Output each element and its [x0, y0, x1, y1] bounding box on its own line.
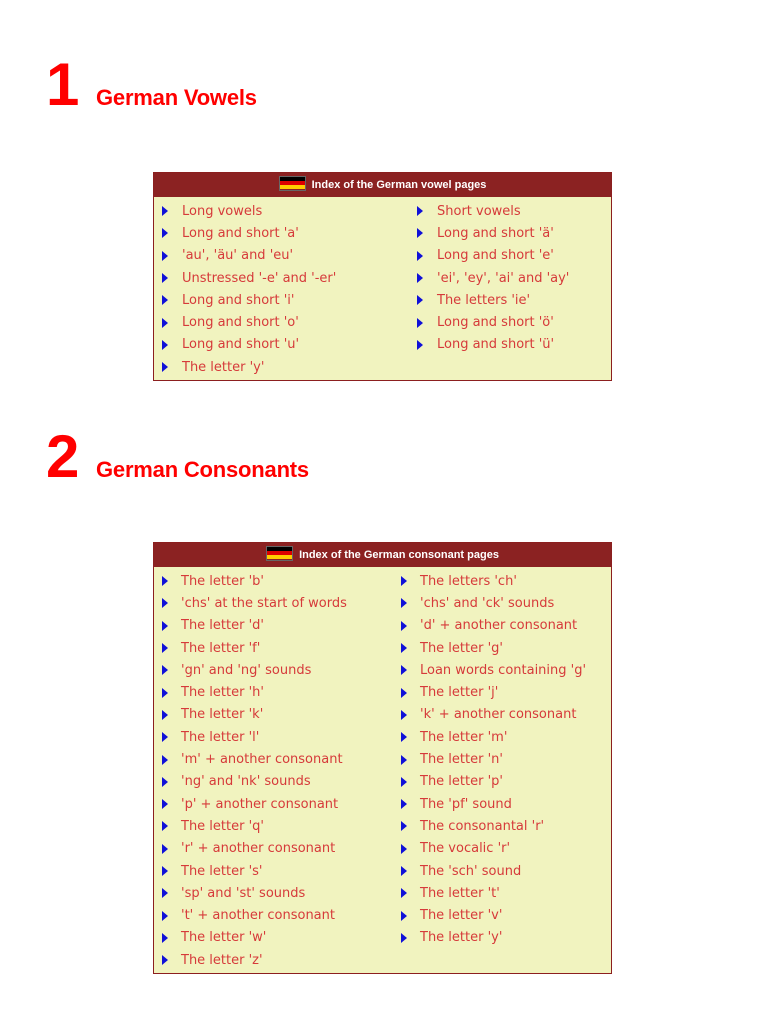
index-link-label[interactable]: Long and short 'u' [182, 337, 300, 353]
index-link-label[interactable]: The letter 's' [181, 863, 263, 879]
index-link[interactable] [393, 882, 586, 904]
index-link[interactable] [409, 200, 569, 222]
index-link-label[interactable]: The letter 'y' [420, 930, 503, 946]
blue-arrow-bullet-icon [162, 362, 168, 372]
blue-arrow-bullet-icon [417, 295, 423, 305]
index-link[interactable] [393, 793, 586, 815]
index-link[interactable] [393, 771, 586, 793]
blue-arrow-bullet-icon [417, 228, 423, 238]
index-header [154, 173, 611, 197]
blue-arrow-bullet-icon [162, 866, 168, 876]
blue-arrow-bullet-icon [162, 844, 168, 854]
section-title: German Vowels [96, 85, 257, 110]
index-link[interactable] [154, 860, 393, 882]
index-link-label[interactable]: 'ng' and 'nk' sounds [181, 774, 311, 790]
index-link-label[interactable]: 'chs' and 'ck' sounds [420, 595, 555, 611]
index-link-label[interactable]: The letter 'm' [420, 729, 508, 745]
index-link[interactable] [154, 904, 393, 926]
index-link[interactable] [393, 726, 586, 748]
index-link-label[interactable]: 'au', 'äu' and 'eu' [182, 248, 294, 264]
blue-arrow-bullet-icon [162, 598, 168, 608]
index-link-label[interactable]: 'k' + another consonant [420, 707, 577, 723]
blue-arrow-bullet-icon [401, 665, 407, 675]
index-link[interactable] [409, 222, 569, 244]
index-link[interactable] [154, 592, 393, 614]
index-link[interactable] [393, 704, 586, 726]
index-link[interactable] [393, 592, 586, 614]
index-link[interactable] [154, 726, 393, 748]
index-link[interactable] [393, 615, 586, 637]
index-link[interactable] [393, 570, 586, 592]
index-link-label[interactable]: 'p' + another consonant [181, 796, 339, 812]
index-link-label[interactable]: The letter 'g' [420, 640, 503, 656]
blue-arrow-bullet-icon [401, 888, 407, 898]
blue-arrow-bullet-icon [162, 732, 168, 742]
section-heading-consonants [46, 423, 309, 490]
index-body [154, 197, 611, 380]
consonant-index-box [153, 542, 612, 974]
blue-arrow-bullet-icon [162, 688, 168, 698]
index-link[interactable] [154, 748, 393, 770]
blue-arrow-bullet-icon [417, 318, 423, 328]
index-link[interactable] [154, 771, 393, 793]
blue-arrow-bullet-icon [401, 911, 407, 921]
index-link-label[interactable]: The letter 'q' [181, 818, 264, 834]
blue-arrow-bullet-icon [401, 643, 407, 653]
index-link-label[interactable]: The letter 'y' [182, 359, 265, 375]
index-link[interactable] [154, 245, 409, 267]
index-link[interactable] [154, 927, 393, 949]
index-link-label[interactable]: The letters 'ch' [420, 573, 517, 589]
index-link-label[interactable]: Long and short 'i' [182, 292, 295, 308]
index-link[interactable] [154, 815, 393, 837]
index-link-label[interactable]: Long and short 'ü' [437, 337, 555, 353]
index-link[interactable] [154, 637, 393, 659]
index-header [154, 543, 611, 567]
index-link[interactable] [393, 681, 586, 703]
blue-arrow-bullet-icon [401, 799, 407, 809]
index-link-label[interactable]: The letter 'h' [181, 685, 264, 701]
index-link[interactable] [154, 356, 409, 378]
blue-arrow-bullet-icon [162, 777, 168, 787]
blue-arrow-bullet-icon [162, 228, 168, 238]
blue-arrow-bullet-icon [162, 755, 168, 765]
blue-arrow-bullet-icon [401, 732, 407, 742]
index-link[interactable] [154, 882, 393, 904]
right-column [393, 570, 586, 971]
index-link-label[interactable]: The letter 'z' [181, 952, 263, 968]
section-title: German Consonants [96, 457, 309, 482]
index-link-label[interactable]: 'gn' and 'ng' sounds [181, 662, 312, 678]
index-title: Index of the German vowel pages [311, 179, 487, 191]
blue-arrow-bullet-icon [162, 576, 168, 586]
index-link-label[interactable]: The vocalic 'r' [420, 841, 511, 857]
blue-arrow-bullet-icon [162, 911, 168, 921]
vowel-index-box [153, 172, 612, 381]
blue-arrow-bullet-icon [401, 866, 407, 876]
blue-arrow-bullet-icon [162, 273, 168, 283]
index-link-label[interactable]: 'd' + another consonant [420, 618, 578, 634]
index-link[interactable] [154, 267, 409, 289]
index-link-label[interactable]: The consonantal 'r' [420, 818, 545, 834]
index-link-label[interactable]: The 'pf' sound [420, 796, 512, 812]
index-link[interactable] [393, 659, 586, 681]
index-link-label[interactable]: Loan words containing 'g' [420, 662, 587, 678]
blue-arrow-bullet-icon [401, 621, 407, 631]
blue-arrow-bullet-icon [417, 206, 423, 216]
index-link[interactable] [393, 637, 586, 659]
index-link[interactable] [154, 681, 393, 703]
index-link[interactable] [154, 334, 409, 356]
index-link-label[interactable]: 'ei', 'ey', 'ai' and 'ay' [437, 270, 570, 286]
index-link-label[interactable]: The letter 'w' [181, 930, 267, 946]
index-title: Index of the German consonant pages [299, 549, 499, 561]
index-link-label[interactable]: 't' + another consonant [181, 908, 335, 924]
index-link-label[interactable]: The letter 'v' [420, 908, 503, 924]
blue-arrow-bullet-icon [417, 251, 423, 261]
blue-arrow-bullet-icon [162, 340, 168, 350]
blue-arrow-bullet-icon [162, 251, 168, 261]
index-link-label[interactable]: The letter 'b' [181, 573, 264, 589]
blue-arrow-bullet-icon [162, 665, 168, 675]
blue-arrow-bullet-icon [162, 206, 168, 216]
index-link-label[interactable]: 'r' + another consonant [181, 841, 336, 857]
index-link-label[interactable]: The 'sch' sound [420, 863, 522, 879]
section-number: 2 [46, 423, 80, 490]
index-body [154, 567, 611, 973]
index-link[interactable] [154, 289, 409, 311]
index-link[interactable] [409, 334, 569, 356]
index-link-label[interactable]: Long and short 'ä' [437, 225, 554, 241]
index-link[interactable] [393, 904, 586, 926]
index-link[interactable] [409, 289, 569, 311]
index-link-label[interactable]: The letter 'l' [181, 729, 260, 745]
index-link-label[interactable]: 'm' + another consonant [181, 752, 343, 768]
index-link-label[interactable]: Short vowels [437, 203, 521, 219]
index-link-label[interactable]: The letter 'n' [420, 752, 503, 768]
blue-arrow-bullet-icon [401, 598, 407, 608]
blue-arrow-bullet-icon [417, 340, 423, 350]
index-link[interactable] [154, 793, 393, 815]
index-link-label[interactable]: The letters 'ie' [437, 292, 531, 308]
index-link[interactable] [154, 838, 393, 860]
index-link[interactable] [154, 311, 409, 333]
blue-arrow-bullet-icon [401, 710, 407, 720]
section-heading-vowels [46, 51, 257, 118]
index-link-label[interactable]: 'chs' at the start of words [181, 595, 347, 611]
right-column [409, 200, 569, 378]
index-link[interactable] [393, 815, 586, 837]
blue-arrow-bullet-icon [162, 621, 168, 631]
index-link[interactable] [409, 245, 569, 267]
blue-arrow-bullet-icon [401, 777, 407, 787]
blue-arrow-bullet-icon [162, 710, 168, 720]
index-link-label[interactable]: Long and short 'a' [182, 225, 299, 241]
blue-arrow-bullet-icon [401, 844, 407, 854]
index-link[interactable] [393, 927, 586, 949]
index-link[interactable] [393, 748, 586, 770]
index-link[interactable] [154, 704, 393, 726]
blue-arrow-bullet-icon [401, 755, 407, 765]
blue-arrow-bullet-icon [162, 888, 168, 898]
index-link-label[interactable]: Long and short 'ö' [437, 315, 554, 331]
index-link-label[interactable]: The letter 't' [420, 885, 500, 901]
index-link-label[interactable]: Long and short 'e' [437, 248, 554, 264]
index-link[interactable] [154, 659, 393, 681]
index-link-label[interactable]: Long and short 'o' [182, 315, 299, 331]
blue-arrow-bullet-icon [162, 643, 168, 653]
index-link[interactable] [393, 860, 586, 882]
index-link-label[interactable]: 'sp' and 'st' sounds [181, 885, 306, 901]
blue-arrow-bullet-icon [417, 273, 423, 283]
blue-arrow-bullet-icon [162, 295, 168, 305]
blue-arrow-bullet-icon [162, 821, 168, 831]
blue-arrow-bullet-icon [401, 821, 407, 831]
index-link[interactable] [154, 570, 393, 592]
index-link[interactable] [409, 311, 569, 333]
index-link-label[interactable]: The letter 'f' [181, 640, 261, 656]
left-column [154, 570, 393, 971]
blue-arrow-bullet-icon [162, 318, 168, 328]
index-link[interactable] [154, 615, 393, 637]
blue-arrow-bullet-icon [401, 576, 407, 586]
section-number: 1 [46, 51, 80, 118]
index-link[interactable] [154, 200, 409, 222]
index-link[interactable] [393, 838, 586, 860]
german-flag-icon [266, 546, 293, 561]
blue-arrow-bullet-icon [162, 955, 168, 965]
blue-arrow-bullet-icon [162, 799, 168, 809]
index-link-label[interactable]: Long vowels [182, 203, 263, 219]
index-link-label[interactable]: Unstressed '-e' and '-er' [182, 270, 337, 286]
left-column [154, 200, 409, 378]
index-link-label[interactable]: The letter 'j' [420, 685, 499, 701]
german-flag-icon [279, 176, 306, 191]
index-link-label[interactable]: The letter 'k' [181, 707, 264, 723]
blue-arrow-bullet-icon [401, 933, 407, 943]
index-link[interactable] [409, 267, 569, 289]
index-link-label[interactable]: The letter 'd' [181, 618, 264, 634]
blue-arrow-bullet-icon [162, 933, 168, 943]
blue-arrow-bullet-icon [401, 688, 407, 698]
index-link[interactable] [154, 222, 409, 244]
index-link[interactable] [154, 949, 393, 971]
index-link-label[interactable]: The letter 'p' [420, 774, 503, 790]
